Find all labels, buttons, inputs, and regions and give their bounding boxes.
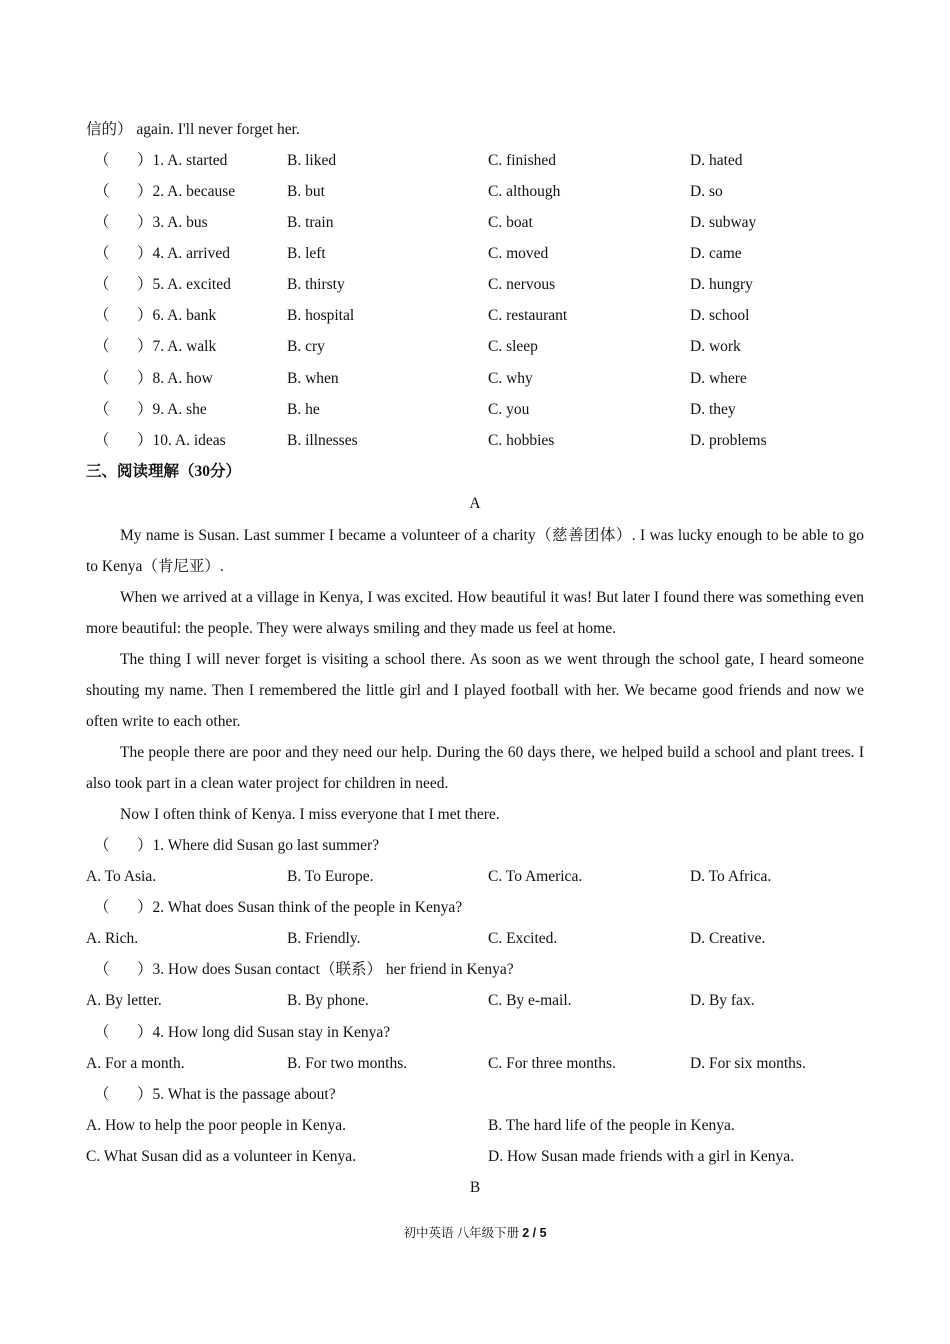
option-d: D. they bbox=[690, 401, 736, 418]
question-text: ）5. What is the passage about? bbox=[137, 1086, 336, 1103]
option-c: C. sleep bbox=[488, 338, 538, 355]
answer-paren: （ bbox=[94, 370, 110, 387]
answer-paren: （ bbox=[94, 338, 110, 355]
question-text: ）1. Where did Susan go last summer? bbox=[137, 837, 380, 854]
option-c: C. By e-mail. bbox=[488, 992, 572, 1009]
answer-paren: （ bbox=[94, 961, 110, 978]
option-d: D. work bbox=[690, 338, 741, 355]
answer-paren: （ bbox=[94, 307, 110, 324]
option-b: B. liked bbox=[287, 152, 337, 169]
option-a: ）4. A. arrived bbox=[137, 245, 230, 262]
answer-paren: （ bbox=[94, 183, 110, 200]
option-a: ）7. A. walk bbox=[137, 338, 217, 355]
option-a: ）3. A. bus bbox=[137, 214, 208, 231]
option-a: A. How to help the poor people in Kenya. bbox=[86, 1117, 346, 1134]
option-d: D. came bbox=[690, 245, 742, 262]
answer-paren: （ bbox=[94, 899, 110, 916]
answer-paren: （ bbox=[94, 1086, 110, 1103]
option-a: A. For a month. bbox=[86, 1055, 185, 1072]
option-d: D. To Africa. bbox=[690, 868, 772, 885]
option-b: B. left bbox=[287, 245, 326, 262]
option-d: D. hated bbox=[690, 152, 743, 169]
option-c: C. finished bbox=[488, 152, 557, 169]
option-c: C. you bbox=[488, 401, 530, 418]
option-b: B. For two months. bbox=[287, 1055, 408, 1072]
answer-paren: （ bbox=[94, 837, 110, 854]
option-d: D. How Susan made friends with a girl in Kenya. bbox=[488, 1148, 795, 1165]
option-c: C. nervous bbox=[488, 276, 556, 293]
option-c: C. Excited. bbox=[488, 930, 558, 947]
passage-paragraph: My name is Susan. Last summer I became a volunteer of a charity（慈善团体）. I was lucky enough to be able to go to Kenya（肯尼亚）. bbox=[86, 527, 864, 575]
option-c: C. restaurant bbox=[488, 307, 568, 324]
option-b: B. hospital bbox=[287, 307, 355, 324]
option-a: ）2. A. because bbox=[137, 183, 236, 200]
option-a: ）10. A. ideas bbox=[137, 432, 226, 449]
option-a: ）8. A. how bbox=[137, 370, 213, 387]
page-footer bbox=[0, 1223, 950, 1243]
option-d: D. For six months. bbox=[690, 1055, 806, 1072]
option-b: B. thirsty bbox=[287, 276, 345, 293]
option-b: B. illnesses bbox=[287, 432, 358, 449]
option-d: D. so bbox=[690, 183, 723, 200]
answer-paren: （ bbox=[94, 152, 110, 169]
option-b: B. By phone. bbox=[287, 992, 369, 1009]
option-c: C. hobbies bbox=[488, 432, 555, 449]
option-c: C. To America. bbox=[488, 868, 583, 885]
question-text: ）2. What does Susan think of the people in Kenya? bbox=[137, 899, 463, 916]
option-a: ）9. A. she bbox=[137, 401, 207, 418]
option-a: A. To Asia. bbox=[86, 868, 157, 885]
passage-paragraph: Now I often think of Kenya. I miss everyone that I met there. bbox=[120, 806, 500, 823]
answer-paren: （ bbox=[94, 1024, 110, 1041]
option-b: B. cry bbox=[287, 338, 325, 355]
answer-paren: （ bbox=[94, 245, 110, 262]
option-c: C. boat bbox=[488, 214, 533, 231]
cloze-passage-end: 信的） again. I'll never forget her. bbox=[86, 121, 300, 138]
option-c: C. although bbox=[488, 183, 561, 200]
option-a: ）6. A. bank bbox=[137, 307, 217, 324]
option-b: B. but bbox=[287, 183, 325, 200]
option-a: A. By letter. bbox=[86, 992, 162, 1009]
option-d: D. problems bbox=[690, 432, 767, 449]
option-d: D. By fax. bbox=[690, 992, 755, 1009]
option-c: C. For three months. bbox=[488, 1055, 616, 1072]
option-b: B. train bbox=[287, 214, 334, 231]
option-c: C. moved bbox=[488, 245, 549, 262]
answer-paren: （ bbox=[94, 276, 110, 293]
option-c: C. What Susan did as a volunteer in Kenya. bbox=[86, 1148, 357, 1165]
option-d: D. where bbox=[690, 370, 747, 387]
option-b: B. To Europe. bbox=[287, 868, 374, 885]
answer-paren: （ bbox=[94, 401, 110, 418]
option-c: C. why bbox=[488, 370, 533, 387]
answer-paren: （ bbox=[94, 214, 110, 231]
option-b: B. when bbox=[287, 370, 339, 387]
footer-title: 初中英语 八年级下册 bbox=[403, 1226, 520, 1240]
passage-paragraph: The people there are poor and they need our help. During the 60 days there, we helped build a school and plant trees. I also took part in a clean water project for children in need. bbox=[86, 744, 864, 792]
passage-b-label: B bbox=[469, 1179, 481, 1196]
question-text: ）4. How long did Susan stay in Kenya? bbox=[137, 1024, 391, 1041]
option-a: ）5. A. excited bbox=[137, 276, 231, 293]
page-number: 2 / 5 bbox=[522, 1226, 547, 1240]
question-text: ）3. How does Susan contact（联系） her friend in Kenya? bbox=[137, 961, 514, 978]
answer-paren: （ bbox=[94, 432, 110, 449]
option-a: ）1. A. started bbox=[137, 152, 228, 169]
option-b: B. The hard life of the people in Kenya. bbox=[488, 1117, 735, 1134]
option-d: D. hungry bbox=[690, 276, 753, 293]
option-d: D. subway bbox=[690, 214, 757, 231]
option-d: D. school bbox=[690, 307, 750, 324]
option-d: D. Creative. bbox=[690, 930, 766, 947]
option-b: B. Friendly. bbox=[287, 930, 361, 947]
option-a: A. Rich. bbox=[86, 930, 139, 947]
passage-paragraph: The thing I will never forget is visiting a school there. As soon as we went through the school gate, I heard someone shouting my name. Then I remembered the little girl and I played football with her. We became good friends and now we often write to each other. bbox=[86, 651, 864, 730]
option-b: B. he bbox=[287, 401, 320, 418]
passage-a-label: A bbox=[469, 495, 481, 512]
passage-paragraph: When we arrived at a village in Kenya, I was excited. How beautiful it was! But later I found there was something even more beautiful: the people. They were always smiling and they made us feel at home. bbox=[86, 589, 864, 637]
section-heading: 三、阅读理解（30分） bbox=[86, 463, 242, 480]
